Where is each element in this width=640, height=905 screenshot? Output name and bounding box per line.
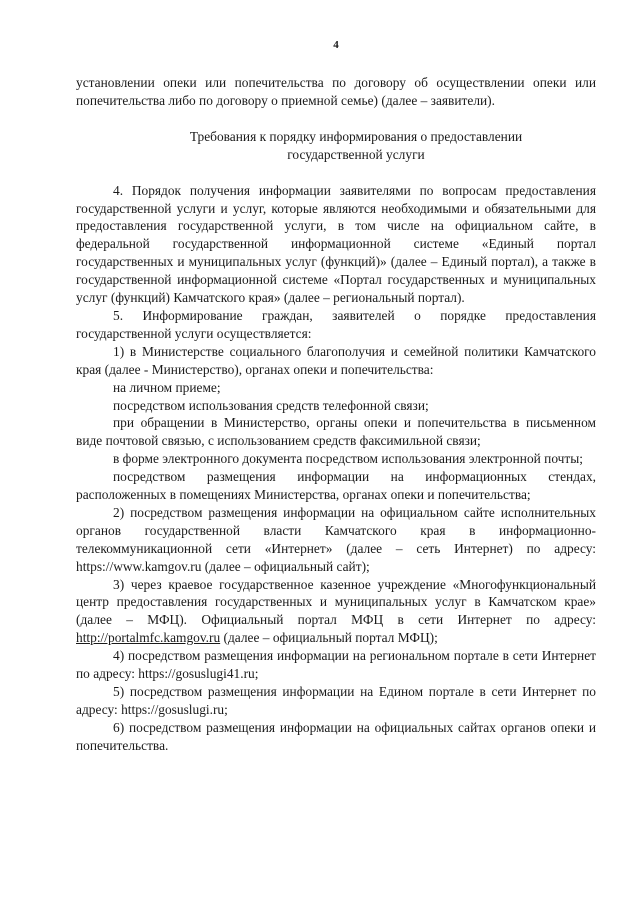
mfc-portal-link[interactable]: http://portalmfc.kamgov.ru (76, 630, 221, 646)
paragraph-5-item-1-a: на личном приеме; (113, 379, 221, 395)
paragraph-5-item-3-text: 3) через краевое государственное казенное учреждение «Многофункциональный центр предоставления государственных и муниципальных услуг в Камчатском крае» (далее – МФЦ). Официальный портал МФЦ в сети Интернет по адресу: (76, 576, 596, 628)
section-heading-line-1: Требования к порядку информирования о предоставлении (189, 128, 523, 144)
paragraph-5-item-1-c: при обращении в Министерство, органы опеки и попечительства в письменном виде почтовой связью, с использованием средств факсимильной связи; (76, 415, 596, 449)
paragraph-5-item-1-b: посредством использования средств телефонной связи; (113, 397, 429, 413)
paragraph-5-item-5: 5) посредством размещения информации на Едином портале в сети Интернет по адресу: https://gosuslugi.ru; (76, 684, 596, 717)
section-heading (76, 128, 596, 164)
intro-paragraph: установлении опеки или попечительства по договору об осуществлении опеки или попечительства либо по договору о приемной семье) (далее – заявители). (76, 75, 596, 108)
paragraph-5: 5. Информирование граждан, заявителей о порядке предоставления государственной услуги осуществляется: (76, 307, 596, 341)
paragraph-5-item-1: 1) в Министерстве социального благополучия и семейной политики Камчатского края (далее - Министерство), органах опеки и попечительства: (76, 343, 596, 377)
paragraph-5-item-3-tail: (далее – официальный портал МФЦ); (220, 630, 438, 646)
paragraph-4: 4. Порядок получения информации заявителями по вопросам предоставления государственной услуги и услуг, которые являются необходимыми и обязательными для предоставления государственной услуги, в том числе на официальном сайте, в федеральной государственной информационной системе «Единый портал государственных и муниципальных услуг (функций)» (далее – Единый портал), а также в государственной информационной системе «Портал государственных и муниципальных услуг (функций) Камчатского края» (далее – региональный портал). (76, 182, 596, 306)
paragraph-5-item-1-d: в форме электронного документа посредством использования электронной почты; (113, 451, 583, 467)
paragraph-5-item-3 (76, 576, 596, 648)
section-heading-line-2: государственной услуги (287, 146, 425, 162)
paragraph-5-item-4: 4) посредством размещения информации на региональном портале в сети Интернет по адресу: https://gosuslugi41.ru; (76, 648, 596, 682)
paragraph-5-item-2: 2) посредством размещения информации на официальном сайте исполнительных органов государственной власти Камчатского края в информационно-телекоммуникационной сети «Интернет» (далее – сеть Интернет) по адресу: https://www.kamgov.ru (далее – официальный сайт); (76, 504, 596, 574)
paragraph-5-item-1-e: посредством размещения информации на информационных стендах, расположенных в помещениях Министерства, органах опеки и попечительства; (76, 469, 596, 503)
page-number: 4 (333, 39, 339, 51)
paragraph-5-item-6: 6) посредством размещения информации на официальных сайтах органов опеки и попечительства. (76, 719, 596, 753)
